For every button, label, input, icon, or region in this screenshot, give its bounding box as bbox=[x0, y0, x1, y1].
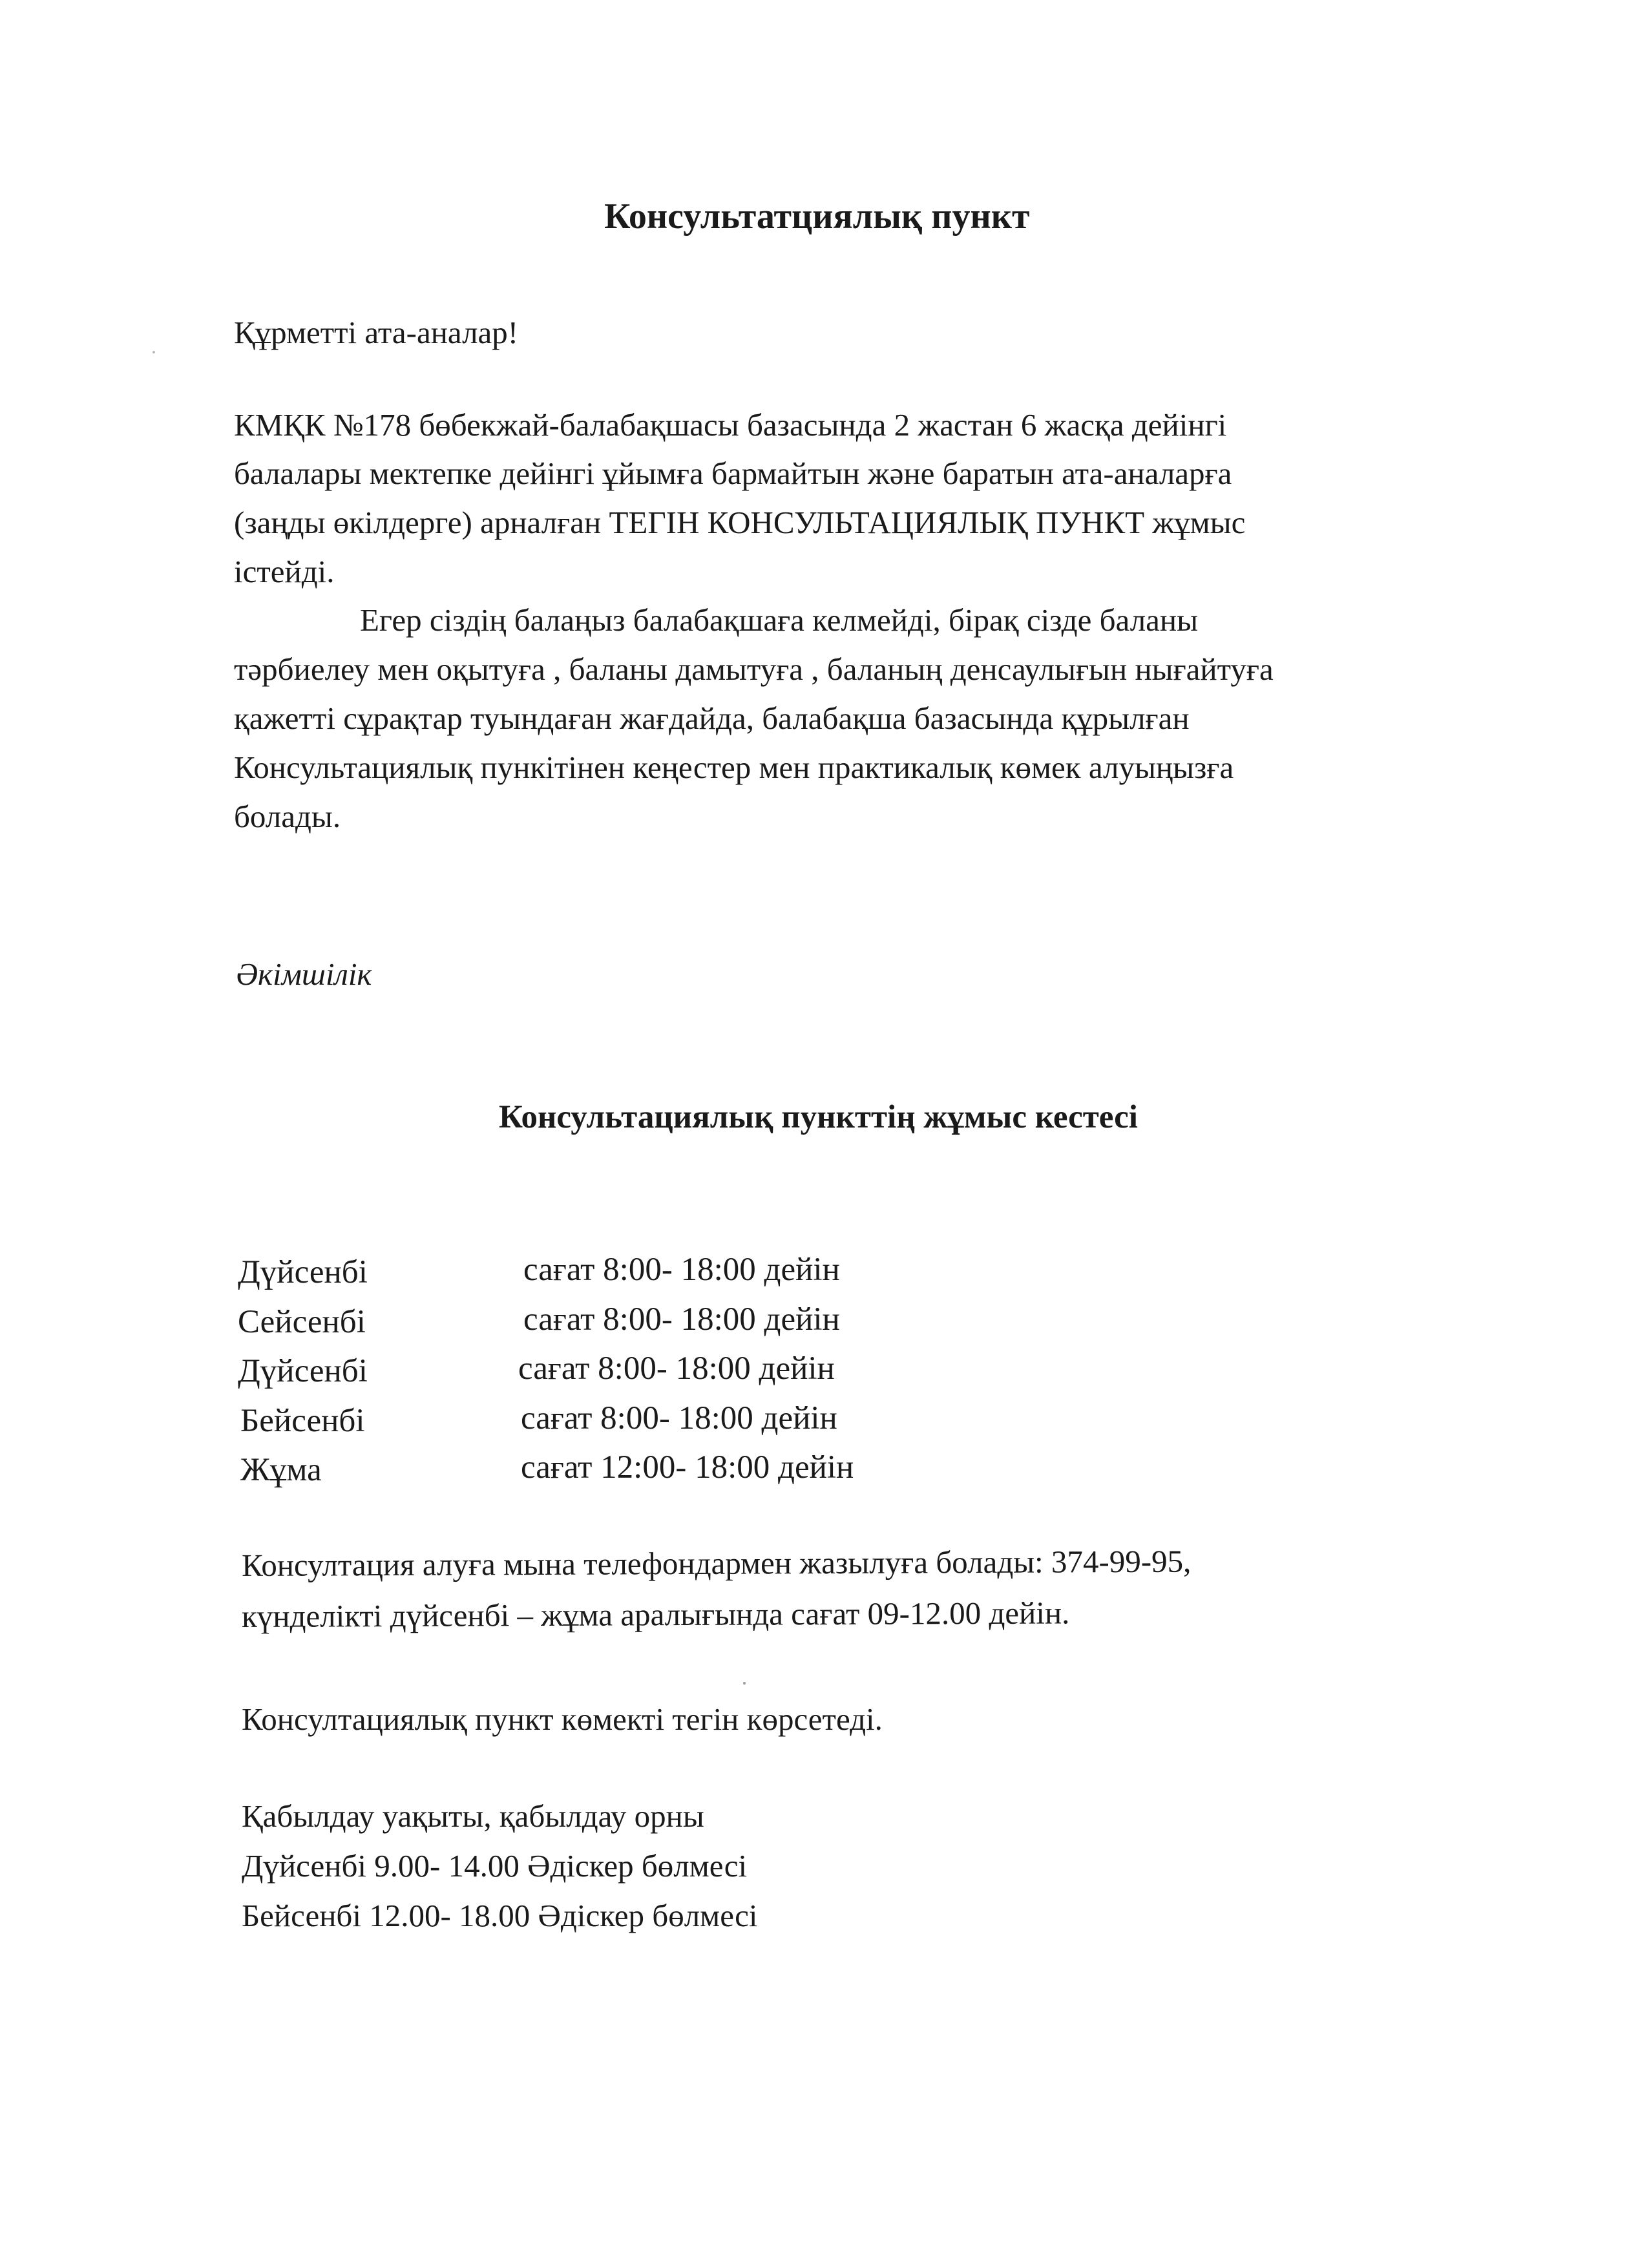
intro-line-1: КМҚК №178 бөбекжай-балабақшасы базасында 2 жастан 6 жасқа дейінгі bbox=[234, 407, 1227, 443]
schedule-title: Консультациялық пункттің жұмыс кестесі bbox=[499, 1099, 1138, 1135]
intro-line-2: балалары мектепке дейінгі ұйымға бармайтын және баратын ата-аналарға bbox=[234, 456, 1232, 491]
schedule-time: сағат 8:00- 18:00 дейін bbox=[521, 1400, 837, 1436]
paragraph2-line-4: Консультациялық пункітінен кеңестер мен практикалық көмек алуыңызға bbox=[234, 750, 1234, 785]
reception-line-1: Дүйсенбі 9.00- 14.00 Әдіскер бөлмесі bbox=[242, 1848, 748, 1884]
schedule-time: сағат 8:00- 18:00 дейін bbox=[523, 1252, 840, 1288]
reception-line-2: Бейсенбі 12.00- 18.00 Әдіскер бөлмесі bbox=[242, 1898, 758, 1933]
schedule-time: сағат 8:00- 18:00 дейін bbox=[518, 1350, 835, 1387]
schedule-time: сағат 12:00- 18:00 дейін bbox=[521, 1449, 854, 1486]
reception-heading: Қабылдау уақыты, қабылдау орны bbox=[242, 1798, 704, 1834]
schedule-day: Дүйсенбі bbox=[238, 1353, 368, 1389]
schedule-day: Дүйсенбі bbox=[238, 1254, 368, 1290]
paragraph2-line-5: болады. bbox=[234, 799, 341, 834]
phone-info-line-2: күнделікті дүйсенбі – жұма аралығында сағат 09-12.00 дейін. bbox=[241, 1595, 1070, 1634]
greeting: Құрметті ата-аналар! bbox=[234, 315, 519, 350]
intro-line-4: істейді. bbox=[234, 554, 335, 589]
scan-speck bbox=[152, 351, 155, 353]
paragraph2-line-2: тәрбиелеу мен оқытуға , баланы дамытуға , баланың денсаулығын нығайтуға bbox=[234, 651, 1274, 687]
paragraph2-line-1: Егер сіздің балаңыз балабақшаға келмейді, бірақ сізде баланы bbox=[360, 602, 1199, 638]
paragraph2-line-3: қажетті сұрақтар туындаған жағдайда, балабақша базасында құрылған bbox=[234, 700, 1190, 736]
intro-line-3: (заңды өкілдерге) арналған ТЕГІН КОНСУЛЬТАЦИЯЛЫҚ ПУНКТ жұмыс bbox=[234, 505, 1246, 540]
schedule-day: Сейсенбі bbox=[238, 1304, 366, 1340]
schedule-day: Жұма bbox=[240, 1452, 322, 1488]
page-title: Консультатциялық пункт bbox=[604, 196, 1030, 236]
scan-speck bbox=[743, 1682, 746, 1685]
schedule-day: Бейсенбі bbox=[240, 1403, 365, 1439]
schedule-time: сағат 8:00- 18:00 дейін bbox=[523, 1301, 840, 1338]
phone-info-line-1: Консултация алуға мына телефондармен жазылуға болады: 374-99-95, bbox=[241, 1543, 1192, 1583]
signature: Әкімшілік bbox=[236, 956, 372, 992]
free-help-note: Консултациялық пункт көмекті тегін көрсетеді. bbox=[242, 1701, 883, 1737]
